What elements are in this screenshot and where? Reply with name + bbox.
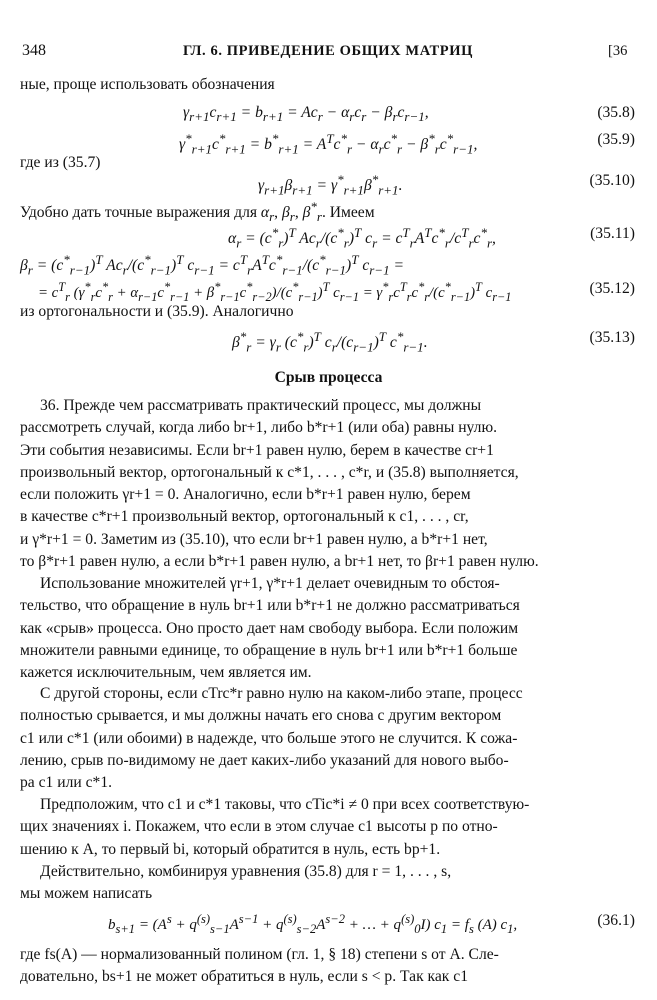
- text-line: ра c1 или c*1.: [20, 774, 113, 792]
- section-title: Срыв процесса: [274, 369, 383, 386]
- equation-35-11: $\alpha_r = (c^*_r)^T$ $Ac_r/(c^*_r)^T$ $c_r = c^T_rA^Tc^*_r/c^T_rc^*_r$,: [228, 225, 496, 251]
- equation-35-10: $\gamma_{r+1}\beta_{r+1} = \gamma^*_{r+1}\beta^*_{r+1}$.: [258, 172, 403, 198]
- paragraph-where-fs: [20, 944, 635, 989]
- text-line: рассмотреть случай, когда либо br+1, либо b*r+1 (или оба) равны нулю.: [20, 419, 497, 437]
- text-line: произвольный вектор, ортогональный к c*1, . . . , c*r, и (35.8) выполняется,: [20, 463, 519, 481]
- page-number: 348: [22, 42, 46, 59]
- paragraph-36: [20, 395, 635, 573]
- text-line: С другой стороны, если cTrc*r равно нулю на каком-либо этапе, процесс: [40, 685, 523, 702]
- equation-number: (35.11): [590, 225, 635, 242]
- paragraph-indeed: [20, 861, 635, 906]
- equation-number: (35.8): [597, 104, 635, 121]
- text-line: щих значениях i. Покажем, что если в этом случае c1 высоты p по отно-: [20, 818, 498, 836]
- paragraph-breakdown: [20, 683, 635, 794]
- equation-35-13: $\beta^*_r = \gamma_r$ $(c^*_r)^T$ $c_r/(c_{r-1})^T$ $c^*_{r-1}$.: [232, 329, 428, 355]
- text-line: Действительно, комбинируя уравнения (35.8) для r = 1, . . . , s,: [40, 863, 452, 880]
- equation-35-9: $\gamma^*_{r+1}c^*_{r+1} = b^*_{r+1} = A^Tc^*_r - \alpha_rc^*_r - \beta^*_rc^*_{r-1}$,: [179, 131, 478, 157]
- convenient-line: Удобно дать точные выражения для $\alpha_r$, $\beta_r$, $\beta^*_r$. Имеем: [20, 199, 375, 225]
- equation-number: (35.9): [597, 131, 635, 148]
- from-line: из ортогональности и (35.9). Аналогично: [20, 303, 294, 320]
- text-line: лению, срыв по-видимому не дает каких-либо указаний для нового выбо-: [20, 751, 509, 769]
- text-line: если положить γr+1 = 0. Аналогично, если b*r+1 равен нулю, берем: [20, 486, 471, 504]
- section-ref: [36: [608, 43, 628, 59]
- equation-35-12-line1: $\beta_r = (c^*_{r-1})^T$ $Ac_r/(c^*_{r-1})^T$ $c_{r-1} = c^T_rA^Tc^*_{r-1}/(c^*_{r-1})^T$ $c_{r-1}$ =: [20, 252, 405, 278]
- where-line: где из (35.7): [20, 154, 101, 171]
- text-line: Предположим, что c1 и c*1 таковы, что cTic*i ≠ 0 при всех соответствую-: [40, 796, 530, 813]
- text-line: и γ*r+1 = 0. Заметим из (35.10), что если br+1 равен нулю, а b*r+1 нет,: [20, 530, 488, 548]
- text-line: множители равными единице, то обращение в нуль br+1 или b*r+1 больше: [20, 641, 518, 659]
- text-line: Использование множителей γr+1, γ*r+1 делает очевидным то обстоя-: [40, 575, 500, 592]
- equation-number: (36.1): [597, 912, 635, 929]
- text-line: то β*r+1 равен нулю, а если b*r+1 равен нулю, а br+1 нет, то βr+1 равен нулю.: [20, 553, 539, 571]
- equation-number: (35.12): [589, 280, 635, 297]
- running-title: ГЛ. 6. ПРИВЕДЕНИЕ ОБЩИХ МАТРИЦ: [183, 43, 473, 59]
- equation-number: (35.13): [589, 329, 635, 346]
- text-line: 36. Прежде чем рассматривать практический процесс, мы должны: [40, 397, 482, 414]
- text-line: довательно, bs+1 не может обратиться в нуль, если s < p. Так как c1: [20, 968, 468, 986]
- equation-36-1: $b_{s+1} = (A^s + q^{(s)}_{s-1}A^{s-1} + q^{(s)}_{s-2}A^{s-2}$ + … + $q^{(s)}_0I$) $c_1 = f_s$ (A) $c_1$,: [108, 912, 518, 936]
- text-line: где fs(A) — нормализованный полином (гл. 1, § 18) степени s от A. Сле-: [20, 946, 499, 963]
- text-line: Эти события независимы. Если br+1 равен нулю, берем в качестве cr+1: [20, 441, 494, 459]
- text-line: тельство, что обращение в нуль br+1 или b*r+1 не должно рассматриваться: [20, 597, 520, 615]
- text-line: как «срыв» процесса. Оно просто дает нам свободу выбора. Если положим: [20, 619, 519, 637]
- paragraph-suppose: [20, 794, 635, 861]
- text-line: мы можем написать: [20, 885, 153, 903]
- text-line: полностью срывается, и мы должны начать его снова с другим вектором: [20, 707, 502, 725]
- equation-number: (35.10): [589, 172, 635, 189]
- text-line: c1 или c*1 (или обоими) в надежде, что больше этого не случится. К сожа-: [20, 729, 518, 747]
- text-line: шению к A, то первый bi, который обратится в нуль, есть bp+1.: [20, 840, 441, 858]
- equation-35-8: $\gamma_{r+1}c_{r+1} = b_{r+1} = Ac_r - \alpha_rc_r - \beta_rc_{r-1}$,: [183, 104, 429, 125]
- text-line: в качестве c*r+1 произвольный вектор, ортогональный к c1, . . . , cr,: [20, 508, 469, 526]
- intro-line: ные, проще использовать обозначения: [20, 76, 275, 93]
- text-line: кажется исключительным, чем является им.: [20, 664, 312, 682]
- paragraph-multipliers: [20, 573, 635, 684]
- equation-35-12-line2: = $c^T_r$ $(\gamma^*_rc^*_r + \alpha_{r-1}c^*_{r-1} + \beta^*_{r-1}c^*_{r-2})/(c^*_{r-1})^T$ $c_{r-1} = \gamma^*_rc^T_rc^*_r/(c^*_{r-1})^T$ $c_{r-1}$: [38, 280, 512, 304]
